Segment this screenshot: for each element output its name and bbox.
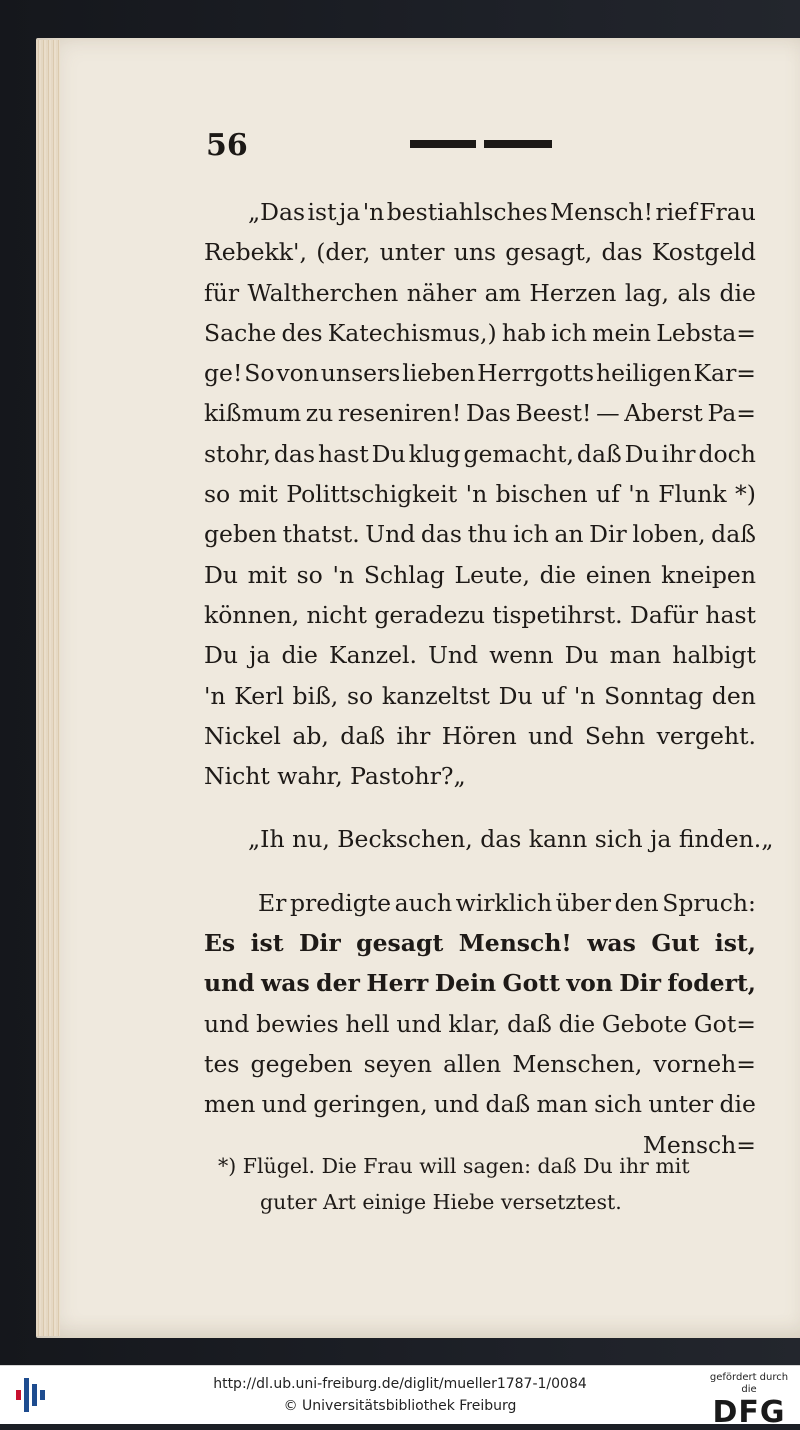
- text-line: „Das ist ja 'n bestiahlsches Mensch! rief Frau: [248, 198, 756, 226]
- footnote: [218, 1148, 758, 1220]
- catchword: Mensch=: [642, 1130, 756, 1159]
- viewer-footer: [0, 1365, 800, 1430]
- text-line: ge! So von unsers lieben Herrgotts heiligen Kar=: [204, 359, 756, 388]
- dfg-logo: [704, 1372, 794, 1430]
- text-line: tes gegeben seyen allen Menschen, vorneh=: [204, 1049, 756, 1078]
- text-line-emphasis: und was der Herr Dein Gott von Dir fodert,: [204, 969, 756, 998]
- text-line: so mit Polittschigkeit 'n bischen uf 'n Flunk *): [204, 480, 756, 509]
- funded-by-label: gefördert durch die: [709, 1372, 789, 1395]
- copyright-notice: © Universitätsbibliothek Freiburg: [283, 1398, 517, 1414]
- page-number: 56: [206, 128, 248, 163]
- text-line: kißmum zu reseniren! Das Beest! — Aberst Pa=: [204, 399, 756, 428]
- text-line: für Waltherchen näher am Herzen lag, als die: [204, 278, 756, 307]
- text-line: men und geringen, und daß man sich unter die: [204, 1090, 756, 1119]
- footnote-line: guter Art einige Hiebe versetztest.: [260, 1190, 622, 1214]
- text-line: und bewies hell und klar, daß die Gebote Got=: [204, 1009, 756, 1038]
- text-line: Sache des Katechismus,) hab ich mein Lebsta=: [204, 318, 756, 347]
- text-line: Du ja die Kanzel. Und wenn Du man halbigt: [204, 641, 756, 670]
- text-line: Nicht wahr, Pastohr?„: [204, 762, 466, 791]
- page-edges: [36, 40, 60, 1336]
- permalink[interactable]: http://dl.ub.uni-freiburg.de/diglit/mueller1787-1/0084: [213, 1376, 587, 1392]
- dfg-logo-text: DFG: [712, 1395, 786, 1430]
- text-line: 'n Kerl biß, so kanzeltst Du uf 'n Sonntag den: [204, 681, 756, 710]
- text-line: Rebekk', (der, unter uns gesagt, das Kostgeld: [204, 238, 756, 267]
- text-line: stohr, das hast Du klug gemacht, daß Du ihr doch: [204, 439, 756, 468]
- text-line: Nickel ab, daß ihr Hören und Sehn vergeht.: [204, 721, 756, 750]
- text-line: Du mit so 'n Schlag Leute, die einen kneipen: [204, 560, 756, 589]
- header-rule-right: [484, 140, 552, 148]
- text-line: können, nicht geradezu tispetihrst. Dafür hast: [204, 600, 756, 629]
- text-line: Er predigte auch wirklich über den Spruch:: [258, 888, 756, 917]
- body-text: [204, 192, 774, 1165]
- text-line: geben thatst. Und das thu ich an Dir loben, daß: [204, 520, 756, 549]
- text-line: „Ih nu, Beckschen, das kann sich ja finden.„: [248, 825, 774, 854]
- footnote-line: *) Flügel. Die Frau will sagen: daß Du ihr mit: [218, 1154, 690, 1178]
- header-rule-left: [410, 140, 476, 148]
- text-line-emphasis: Es ist Dir gesagt Mensch! was Gut ist,: [204, 929, 756, 958]
